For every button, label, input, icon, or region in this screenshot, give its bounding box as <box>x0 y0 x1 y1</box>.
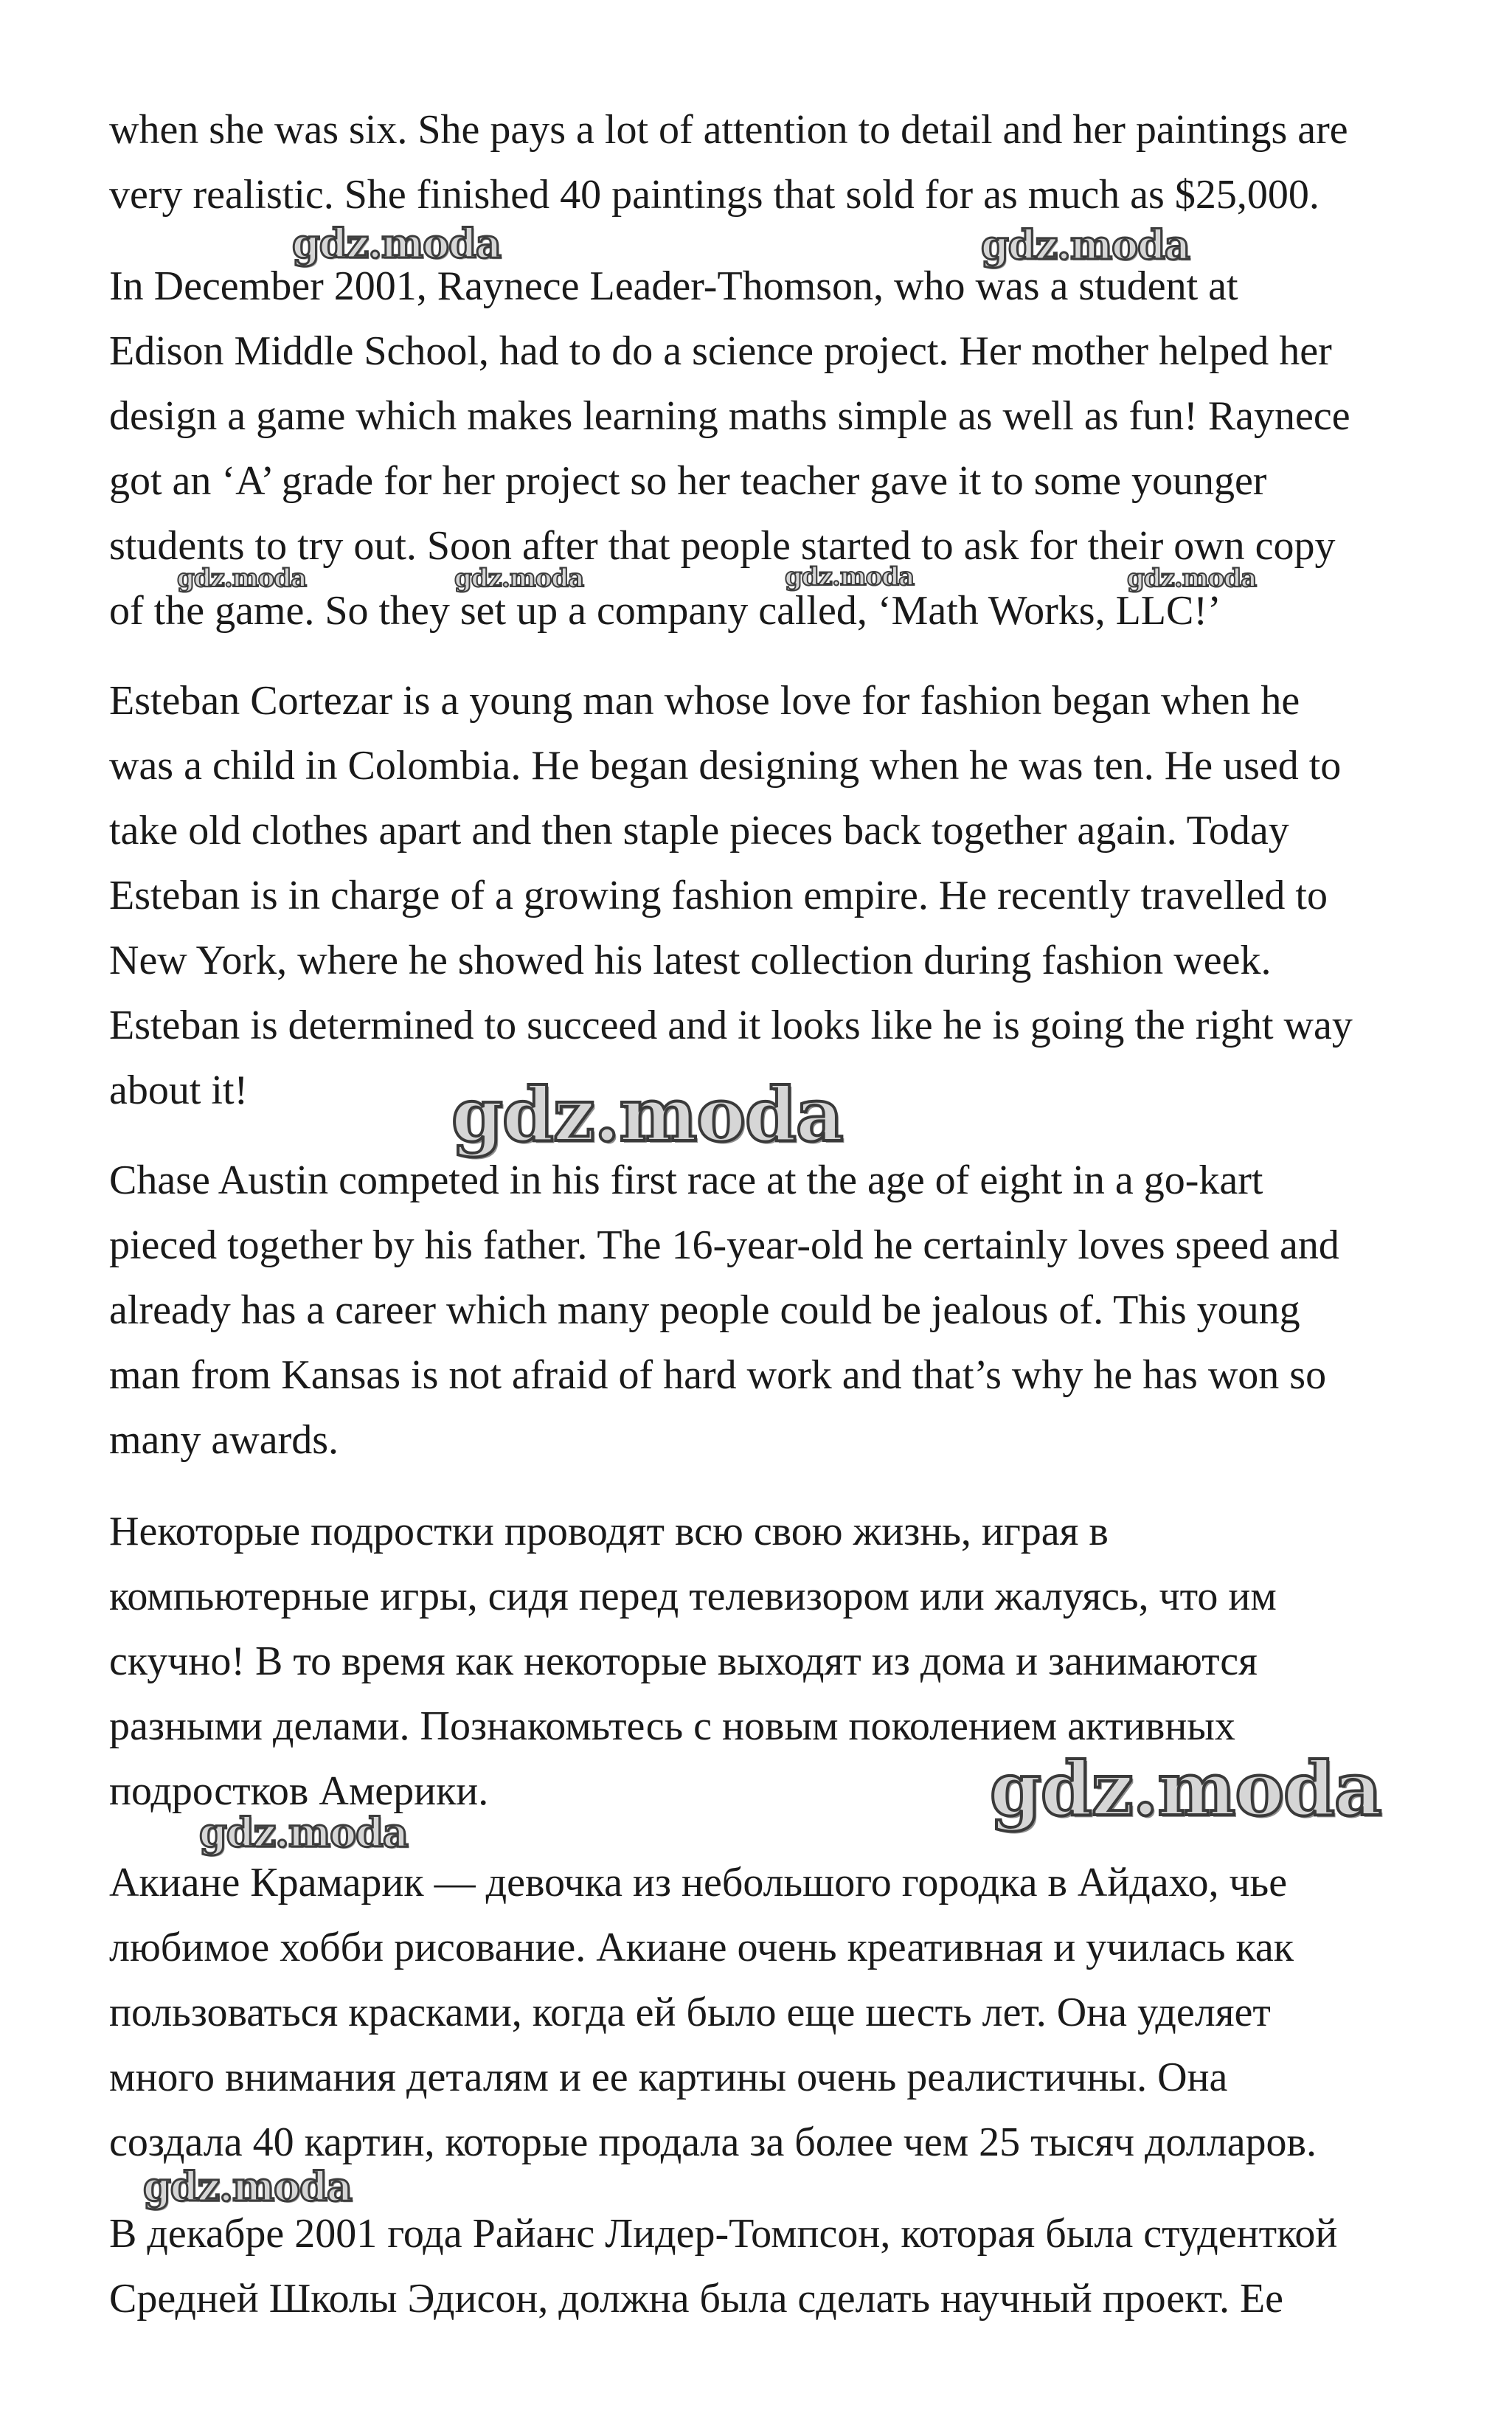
text-line: Esteban Cortezar is a young man whose love for fashion began when he <box>109 678 1300 724</box>
text-line: of the game. So they set up a company called, ‘Math Works, LLC!’ <box>109 588 1221 634</box>
text-line: разными делами. Познакомьтесь с новым поколением активных <box>109 1703 1235 1749</box>
text-line: about it! <box>109 1067 249 1113</box>
watermark-logo: gdz.moda <box>785 562 915 592</box>
text-line: already has a career which many people could be jealous of. This young <box>109 1287 1300 1333</box>
watermark-logo: gdz.moda <box>454 564 584 593</box>
text-line: создала 40 картин, которые продала за более чем 25 тысяч долларов. <box>109 2119 1317 2165</box>
text-line: many awards. <box>109 1417 339 1463</box>
watermark-logo: gdz.moda <box>990 1745 1381 1832</box>
text-line: In December 2001, Raynece Leader-Thomson, who was a student at <box>109 263 1238 309</box>
text-line: любимое хобби рисование. Акиане очень креативная и училась как <box>109 1925 1294 1970</box>
watermark-logo: gdz.moda <box>451 1071 843 1158</box>
text-line: Средней Школы Эдисон, должна была сделать научный проект. Ее <box>109 2276 1284 2322</box>
watermark-logo: gdz.moda <box>292 220 501 267</box>
text-line: design a game which makes learning maths simple as well as fun! Raynece <box>109 393 1350 439</box>
text-line: пользоваться красками, когда ей было еще шесть лет. Она уделяет <box>109 1990 1271 2035</box>
text-line: man from Kansas is not afraid of hard work and that’s why he has won so <box>109 1352 1327 1398</box>
text-line: компьютерные игры, сидя перед телевизором или жалуясь, что им <box>109 1574 1277 1619</box>
watermark-logo: gdz.moda <box>981 221 1190 269</box>
text-line: В декабре 2001 года Райанс Лидер-Томпсон, которая была студенткой <box>109 2211 1338 2257</box>
text-line: pieced together by his father. The 16-year-old he certainly loves speed and <box>109 1222 1339 1268</box>
text-line: take old clothes apart and then staple pieces back together again. Today <box>109 808 1289 854</box>
text-line: was a child in Colombia. He began designing when he was ten. He used to <box>109 743 1342 789</box>
watermark-logo: gdz.moda <box>1127 564 1257 593</box>
text-line: Некоторые подростки проводят всю свою жизнь, играя в <box>109 1509 1109 1554</box>
watermark-logo: gdz.moda <box>177 564 307 593</box>
text-line: много внимания деталям и ее картины очень реалистичны. Она <box>109 2055 1228 2100</box>
text-line: Акиане Крамарик — девочка из небольшого городка в Айдахо, чье <box>109 1860 1288 1905</box>
text-line: when she was six. She pays a lot of attention to detail and her paintings are <box>109 107 1348 153</box>
text-line: Esteban is determined to succeed and it looks like he is going the right way <box>109 1003 1353 1048</box>
watermark-logo: gdz.moda <box>143 2163 352 2210</box>
text-line: New York, where he showed his latest collection during fashion week. <box>109 938 1272 983</box>
text-line: подростков Америки. <box>109 1768 489 1814</box>
text-line: скучно! В то время как некоторые выходят из дома и занимаются <box>109 1638 1258 1684</box>
text-line: very realistic. She finished 40 paintings that sold for as much as $25,000. <box>109 172 1319 218</box>
text-line: got an ‘A’ grade for her project so her teacher gave it to some younger <box>109 458 1267 504</box>
text-line: Edison Middle School, had to do a science project. Her mother helped her <box>109 328 1332 374</box>
text-line: students to try out. Soon after that people started to ask for their own copy <box>109 523 1336 569</box>
watermark-logo: gdz.moda <box>199 1809 408 1856</box>
text-line: Chase Austin competed in his first race at the age of eight in a go-kart <box>109 1157 1263 1203</box>
text-line: Esteban is in charge of a growing fashion empire. He recently travelled to <box>109 873 1328 918</box>
